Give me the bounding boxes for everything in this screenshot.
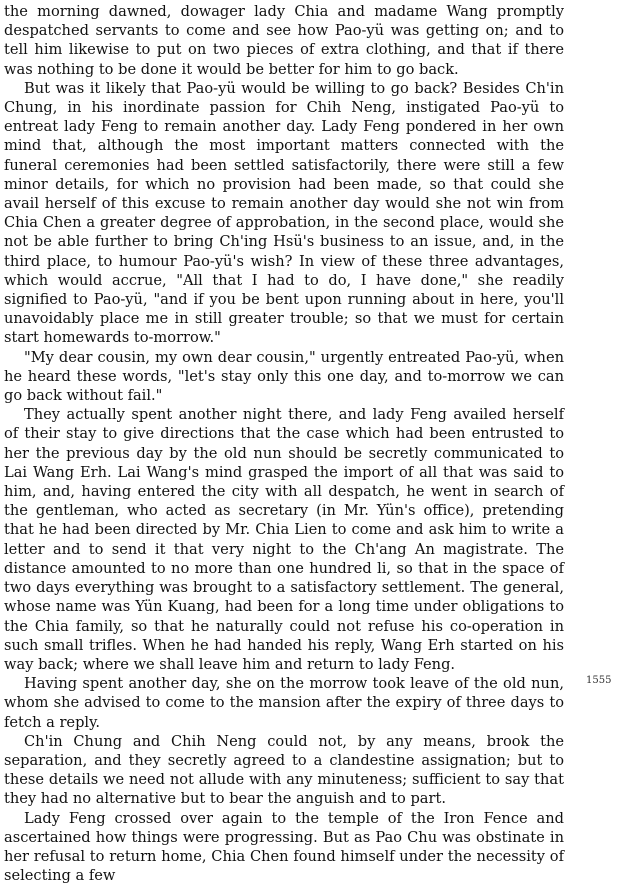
page-number: 1555: [586, 675, 612, 686]
book-page-text: [4, 2, 564, 885]
paragraph: They actually spent another night there, and lady Feng availed herself of their stay to give directions that the case which had been entrusted to her the previous day by the old nun should be secretly communicated to Lai Wang Erh. Lai Wang's mind grasped the import of all that was said to him, and, having entered the city with all despatch, he went in search of the gentleman, who acted as secretary (in Mr. Yün's office), pretending that he had been directed by Mr. Chia Lien to come and ask him to write a letter and to send it that very night to the Ch'ang An magistrate. The distance amounted to no more than one hundred li, so that in the space of two days everything was brought to a satisfactory settlement. The general, whose name was Yün Kuang, had been for a long time under obligations to the Chia family, so that he naturally could not refuse his co-operation in such small trifles. When he had handed his reply, Wang Erh started on his way back; where we shall leave him and return to lady Feng.: [4, 406, 564, 673]
paragraph-continuation: the morning dawned, dowager lady Chia and madame Wang promptly despatched servants to come and see how Pao-yü was getting on; and to tell him likewise to put on two pieces of extra clothing, and that if there was nothing to be done it would be better for him to go back.: [4, 3, 564, 78]
paragraph: Having spent another day, she on the morrow took leave of the old nun, whom she advised to come to the mansion after the expiry of three days to fetch a reply.: [4, 675, 564, 731]
paragraph: Ch'in Chung and Chih Neng could not, by any means, brook the separation, and they secretly agreed to a clandestine assignation; but to these details we need not allude with any minuteness; sufficient to say that they had no alternative but to bear the anguish and to part.: [4, 732, 564, 808]
paragraph: "My dear cousin, my own dear cousin," urgently entreated Pao-yü, when he heard these words, "let's stay only this one day, and to-morrow we can go back without fail.": [4, 348, 564, 405]
paragraph: Lady Feng crossed over again to the temple of the Iron Fence and ascertained how things were progressing. But as Pao Chu was obstinate in her refusal to return home, Chia Chen found himself under the necessity of selecting a few: [4, 809, 564, 885]
paragraph: But was it likely that Pao-yü would be willing to go back? Besides Ch'in Chung, in his inordinate passion for Chih Neng, instigated Pao-yü to entreat lady Feng to remain another day. Lady Feng pondered in her own mind that, although the most important matters connected with the funeral ceremonies had been settled satisfactorily, there were still a few minor details, for which no provision had been made, so that could she avail herself of this excuse to remain another day would she not win from Chia Chen a greater degree of approbation, in the second place, would she not be able further to bring Ch'ing Hsü's business to an issue, and, in the third place, to humour Pao-yü's wish? In view of these three advantages, which would accrue, "All that I had to do, I have done," she readily signified to Pao-yü, "and if you be bent upon running about in here, you'll unavoidably place me in still greater trouble; so that we must for certain start homewards to-morrow.": [4, 79, 564, 347]
